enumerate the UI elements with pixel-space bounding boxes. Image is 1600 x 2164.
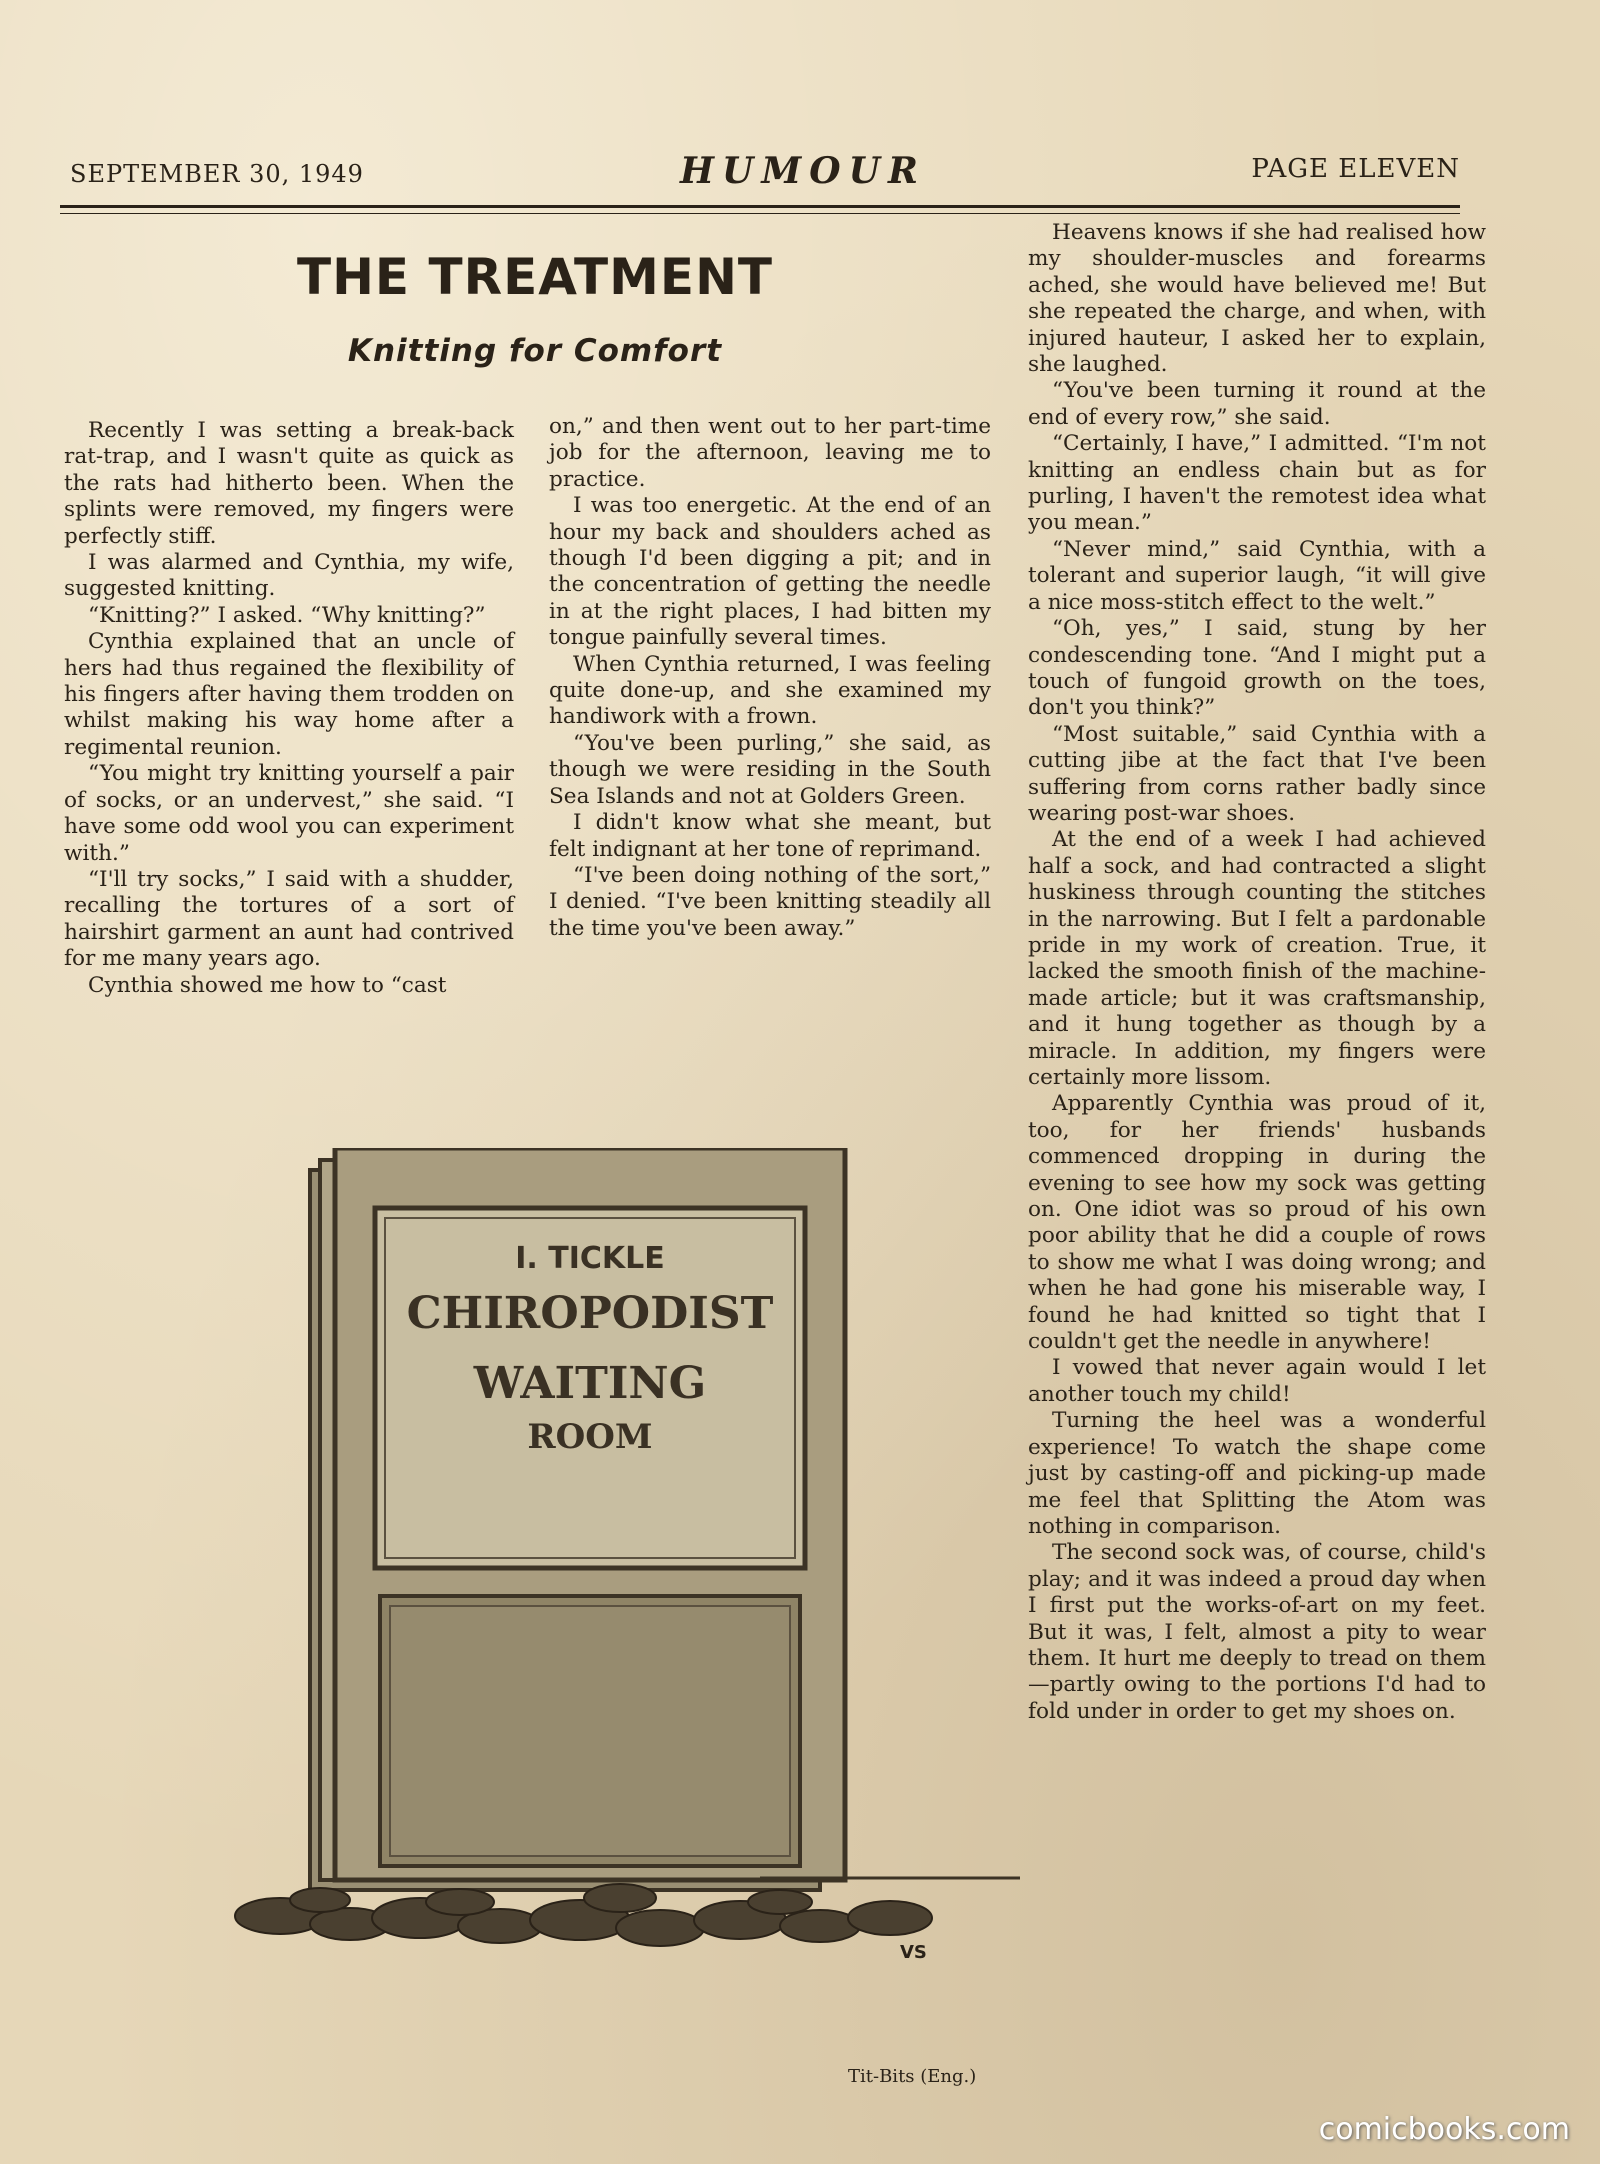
chiropodist-door-drawing — [200, 1148, 1100, 1998]
artist-signature: VS — [900, 1942, 927, 1963]
paragraph: I didn't know what she meant, but felt indignant at her tone of reprimand. — [549, 810, 991, 862]
paragraph: At the end of a week I had achieved half a sock, and had contracted a slight huskiness through counting the stitches in the narrowing. But I felt a pardonable pride in my work of creation. True, it lacked the smooth finish of the machine-made article; but it was craftsmanship, and it hung together as though by a miracle. In addition, my fingers were certainly more lissom. — [1028, 827, 1486, 1090]
paragraph: “I'll try socks,” I said with a shudder, recalling the tortures of a sort of hairshirt garment an aunt had contrived for me many years ago. — [64, 866, 514, 972]
paragraph: “I've been doing nothing of the sort,” I denied. “I've been knitting steadily all the time you've been away.” — [549, 862, 991, 941]
shoes-pile — [235, 1884, 932, 1946]
paragraph: “Oh, yes,” I said, stung by her condescending tone. “And I might put a touch of fungoid growth on the toes, don't you think?” — [1028, 616, 1486, 721]
paragraph: When Cynthia returned, I was feeling quite done-up, and she examined my handiwork with a frown. — [549, 651, 991, 730]
paragraph: Cynthia showed me how to “cast — [88, 972, 447, 998]
source-credit: Tit-Bits (Eng.) — [848, 2066, 977, 2087]
sign-text: WAITING — [473, 1358, 707, 1409]
paragraph: “Knitting?” I asked. “Why knitting?” — [88, 602, 486, 628]
paragraph: The second sock was, of course, child's play; and it was indeed a proud day when I first put the works-of-art on my feet. But it was, I felt, almost a pity to wear them. It hurt me deeply to tread on them—partly owing to the portions I'd had to fold under in order to get my shoes on. — [1028, 1540, 1486, 1724]
text-column-2 — [549, 414, 991, 942]
section-title: HUMOUR — [680, 150, 926, 192]
paragraph: Turning the heel was a wonderful experience! To watch the shape come just by casting-off and picking-up made me feel that Splitting the Atom was nothing in comparison. — [1028, 1408, 1486, 1539]
cartoon-illustration — [200, 1148, 1100, 1998]
header-rule-thin — [60, 213, 1460, 214]
sign-text: ROOM — [527, 1417, 653, 1457]
sign-text: CHIROPODIST — [406, 1288, 774, 1339]
watermark: comicbooks.com — [1318, 2112, 1570, 2147]
paragraph: Cynthia explained that an uncle of hers had thus regained the flexibility of his fingers after having them trodden on whilst making his way home after a regimental reunion. — [64, 629, 514, 760]
header-rule-thick — [60, 205, 1460, 208]
paragraph: on,” and then went out to her part-time job for the afternoon, leaving me to practice. — [549, 414, 991, 492]
paragraph: Apparently Cynthia was proud of it, too, for her friends' husbands commenced dropping in during the evening to see how my sock was getting on. One idiot was so proud of his own poor ability that he did a couple of rows to show me what I was doing wrong; and when he had gone his miserable way, I found he had knitted so tight that I couldn't get the needle in anywhere! — [1028, 1091, 1486, 1355]
paragraph: Heavens knows if she had realised how my shoulder-muscles and forearms ached, she would have believed me! But she repeated the charge, and when, with injured hauteur, I asked her to explain, she laughed. — [1028, 220, 1486, 378]
paragraph: I was too energetic. At the end of an hour my back and shoulders ached as though I'd been digging a pit; and in the concentration of getting the needle in at the right places, I had bitten my tongue painfully several times. — [549, 493, 991, 651]
paragraph: Recently I was setting a break-back rat-trap, and I wasn't quite as quick as the rats had hitherto been. When the splints were removed, my fingers were perfectly stiff. — [64, 418, 514, 549]
paragraph: “You might try knitting yourself a pair of socks, or an undervest,” she said. “I have some odd wool you can experiment with.” — [64, 761, 514, 866]
paragraph: “You've been turning it round at the end of every row,” she said. — [1028, 378, 1486, 430]
paragraph: I vowed that never again would I let another touch my child! — [1028, 1355, 1486, 1407]
sign-text: I. TICKLE — [515, 1241, 665, 1276]
page-number: PAGE ELEVEN — [1251, 154, 1460, 184]
door-lower-panel-inner — [390, 1606, 790, 1856]
paragraph: “Certainly, I have,” I admitted. “I'm not knitting an endless chain but as for purling, I haven't the remotest idea what you mean.” — [1028, 431, 1486, 536]
paragraph: I was alarmed and Cynthia, my wife, suggested knitting. — [64, 550, 514, 602]
paragraph: “You've been purling,” she said, as though we were residing in the South Sea Islands and not at Golders Green. — [549, 730, 991, 809]
article-title: THE TREATMENT — [296, 248, 774, 306]
issue-date: SEPTEMBER 30, 1949 — [70, 160, 364, 188]
paragraph: “Never mind,” said Cynthia, with a tolerant and superior laugh, “it will give a nice moss-stitch effect to the welt.” — [1028, 536, 1486, 615]
page-header — [60, 150, 1460, 190]
text-column-1 — [64, 418, 514, 999]
paragraph: “Most suitable,” said Cynthia with a cutting jibe at the fact that I've been suffering from corns rather badly since wearing post-war shoes. — [1028, 721, 1486, 826]
article-subtitle: Knitting for Comfort — [347, 333, 723, 369]
